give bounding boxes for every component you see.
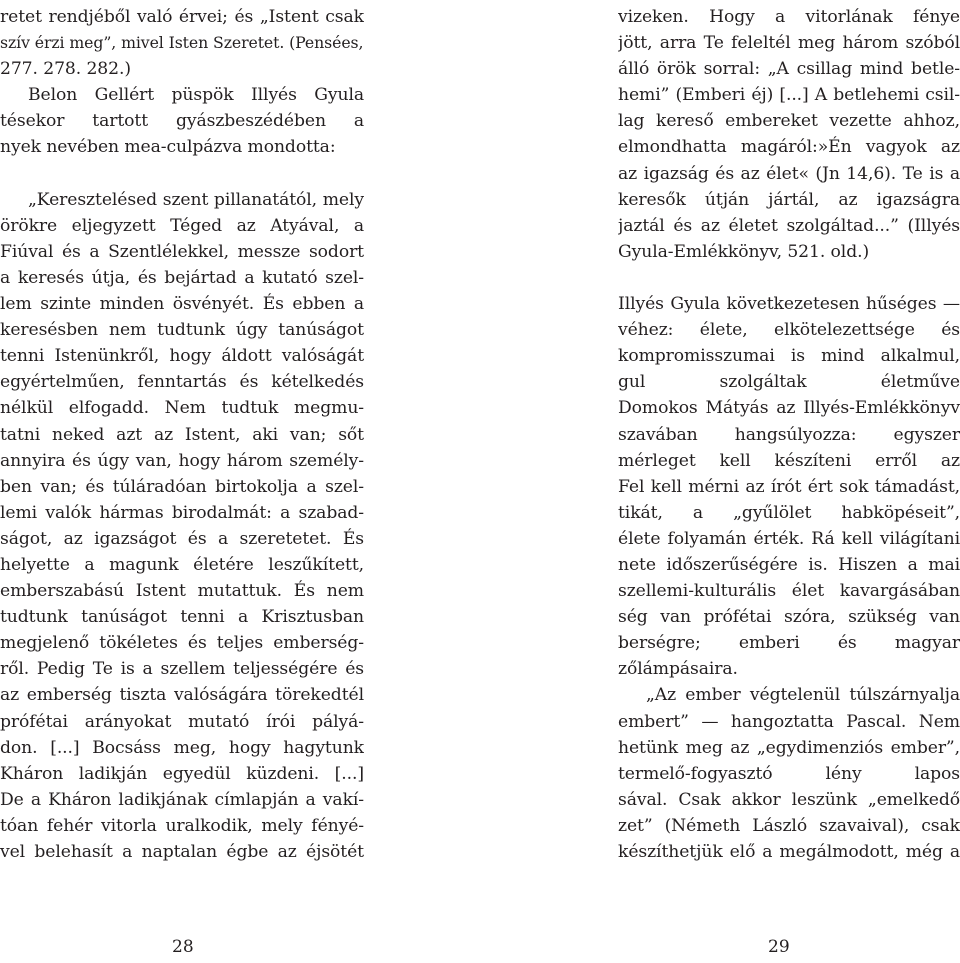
text-line: vel belehasít a naptalan égbe az éjsötét [0,842,364,862]
text-line: Kháron ladikján egyedül küzdeni. [...] [0,763,364,784]
text-line: hetünk meg az „egydimenziós ember”, [618,737,960,758]
text-line: tóan fehér vitorla uralkodik, mely fényé- [0,815,364,836]
text-line: De a Kháron ladikjának címlapján a vakí- [0,789,364,810]
paragraph-gap [0,161,364,187]
text-line: Fel kell mérni az írót ért sok támadást, [618,476,960,497]
text-line: don. [...] Bocsáss meg, hogy hagytunk [0,737,364,758]
text-line: szív érzi meg”, mivel Isten Szeretet. (Pensées, [0,33,364,53]
text-line: „Keresztelésed szent pillanatától, mely [28,189,364,210]
page-number: 28 [172,937,194,957]
page-number: 29 [768,937,790,957]
text-line: örökre eljegyzett Téged az Atyával, a [0,215,364,236]
text-line: jaztál és az életet szolgáltad...” (Illyés [618,215,960,236]
text-line: ságot, az igazságot és a szeretetet. És [0,528,364,549]
text-line: ség van prófétai szóra, szükség van [618,607,960,628]
text-line: 277. 278. 282.) [0,59,131,80]
text-line: ben van; és túláradóan birtokolja a szel- [0,476,364,497]
text-line: „Az ember végtelenül túlszárnyalja [646,685,960,706]
text-line: annyira és úgy van, hogy három személy- [0,450,364,471]
text-line: vizeken. Hogy a vitorlának fénye [618,7,960,27]
text-line: a keresés útja, és bejártad a kutató szel- [0,267,364,288]
left-text-column [0,4,364,865]
text-line: nyek nevében mea-culpázva mondotta: [0,137,336,158]
text-line: lem szinte minden ösvényét. És ebben a [0,294,364,315]
text-line: tudtunk tanúságot tenni a Krisztusban [0,607,364,628]
text-line: hemi” (Emberi éj) [...] A betlehemi csil- [618,85,960,106]
text-line: megjelenő tökéletes és teljes emberség- [0,633,364,654]
text-line: tikát, a „gyűlölet habköpéseit”, [618,502,960,523]
text-line: berségre; emberi és magyar [618,633,960,654]
text-line: Belon Gellért püspök Illyés Gyula [28,85,364,106]
text-line: tenni Istenünkről, hogy áldott valóságát [0,346,364,367]
text-line: keresésben nem tudtunk úgy tanúságot [0,320,364,341]
text-line: zet” (Németh László szavaival), csak [618,815,960,836]
paragraph-gap [618,265,960,291]
text-line: Gyula-Emlékkönyv, 521. old.) [618,241,870,262]
text-line: emberszabású Istent mutattuk. És nem [0,581,364,602]
text-line: Fiúval és a Szentlélekkel, messze sodort [0,241,364,262]
text-line: készíthetjük elő a megálmodott, még a [618,842,960,862]
text-line: tatni neked azt az Istent, aki van; sőt [0,424,364,445]
text-line: termelő-fogyasztó lény lapos [618,763,960,784]
text-line: embert” — hangoztatta Pascal. Nem [618,711,960,732]
text-line: nélkül elfogadd. Nem tudtuk megmu- [0,398,364,419]
text-line: az emberség tiszta valóságára törekedtél [0,685,364,706]
text-line: álló örök sorral: „A csillag mind betle- [618,59,960,80]
text-line: gul szolgáltak életműve [618,372,960,393]
text-line: az igazság és az élet« (Jn 14,6). Te is a [618,163,960,184]
text-line: jött, arra Te feleltél meg három szóból [618,33,960,54]
text-line: zőlámpásaira. [618,659,738,680]
text-line: elmondhatta magáról:»Én vagyok az [618,137,960,158]
text-line: prófétai arányokat mutató írói pályá- [0,711,364,732]
text-line: tésekor tartott gyászbeszédében a [0,111,364,132]
right-page [480,0,960,963]
text-line: Illyés Gyula következetesen hűséges — [618,294,960,315]
text-line: lemi valók hármas birodalmát: a szabad- [0,502,364,523]
text-line: retet rendjéből való érvei; és „Istent csak [0,7,364,27]
text-line: Domokos Mátyás az Illyés-Emlékkönyv [618,398,960,419]
text-line: szavában hangsúlyozza: egyszer [618,424,960,445]
text-line: szellemi-kulturális élet kavargásában [618,581,960,602]
text-line: élete folyamán érték. Rá kell világítani [618,528,960,549]
text-line: nete időszerűségére is. Hiszen a mai [618,554,960,575]
text-line: keresők útján jártál, az igazságra [618,189,960,210]
text-line: egyértelműen, fenntartás és kételkedés [0,372,364,393]
right-text-column [618,4,960,865]
text-line: véhez: élete, elkötelezettsége és [618,320,960,341]
text-line: mérleget kell készíteni erről az [618,450,960,471]
text-line: kompromisszumai is mind alkalmul, [618,346,960,367]
text-line: ről. Pedig Te is a szellem teljességére és [0,659,364,680]
text-line: helyette a magunk életére leszűkített, [0,554,364,575]
text-line: lag kereső embereket vezette ahhoz, [618,111,960,132]
text-line: sával. Csak akkor leszünk „emelkedő [618,789,960,810]
